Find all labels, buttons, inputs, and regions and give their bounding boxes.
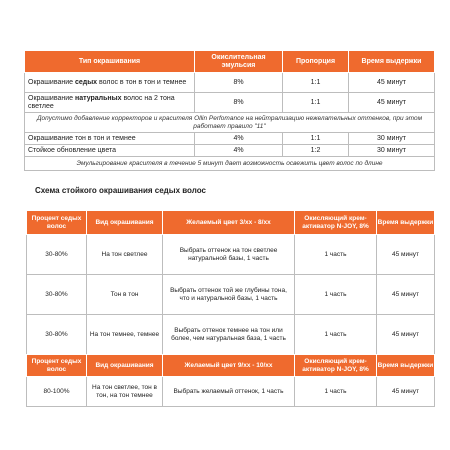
percent-cell: 30-80% xyxy=(27,275,87,315)
header-proportion: Пропорция xyxy=(283,51,349,73)
coloring-kind-cell: На тон темнее, темнее xyxy=(87,315,163,355)
table-row xyxy=(27,315,435,355)
header-gray-percent: Процент седых волос xyxy=(27,211,87,235)
time-cell: 45 минут xyxy=(377,315,435,355)
coloring-type-cell xyxy=(25,93,195,113)
table-row xyxy=(25,73,435,93)
desired-color-cell: Выбрать оттенок темнее на тон или более, чем натуральная база, 1 часть xyxy=(163,315,295,355)
table-row xyxy=(25,145,435,157)
header-time: Время выдержки xyxy=(377,211,435,235)
header-activator: Окисляющий крем-активатор N-JOY, 8% xyxy=(295,355,377,377)
activator-cell: 1 часть xyxy=(295,377,377,407)
oxidant-cell: 4% xyxy=(195,145,283,157)
table-row xyxy=(27,377,435,407)
table-header-row xyxy=(27,211,435,235)
header-time: Время выдержки xyxy=(349,51,435,73)
percent-cell: 30-80% xyxy=(27,235,87,275)
table-row xyxy=(25,93,435,113)
oxidant-cell: 8% xyxy=(195,73,283,93)
label-text: волос в тон в тон и темнее xyxy=(97,78,187,86)
time-cell: 45 минут xyxy=(377,235,435,275)
high-gray-scheme-table xyxy=(26,354,435,407)
header-desired-color: Желаемый цвет 3/хх - 8/хх xyxy=(163,211,295,235)
desired-color-cell: Выбрать желаемый оттенок, 1 часть xyxy=(163,377,295,407)
proportion-cell: 1:2 xyxy=(283,145,349,157)
time-cell: 30 минут xyxy=(349,145,435,157)
header-coloring-kind: Вид окрашивания xyxy=(87,211,163,235)
time-cell: 45 минут xyxy=(349,73,435,93)
oxidant-cell: 4% xyxy=(195,133,283,145)
coloring-kind-cell: На тон светлее, тон в тон, на тон темнее xyxy=(87,377,163,407)
coloring-type-cell: Стойкое обновление цвета xyxy=(25,145,195,157)
note-cell: Допустимо добавление корректоров и красителя Ollin Perfomance на нейтрализацию нежелательных оттенков, при этом работает правило "11" xyxy=(25,113,435,133)
label-bold: натуральных xyxy=(74,94,122,102)
table-row xyxy=(27,235,435,275)
coloring-type-cell xyxy=(25,73,195,93)
activator-cell: 1 часть xyxy=(295,315,377,355)
oxidant-cell: 8% xyxy=(195,93,283,113)
header-time: Время выдержки xyxy=(377,355,435,377)
table-row xyxy=(27,275,435,315)
percent-cell: 80-100% xyxy=(27,377,87,407)
label-bold: седых xyxy=(74,78,98,86)
label-text: Окрашивание xyxy=(28,78,75,86)
header-coloring-type: Тип окрашивания xyxy=(25,51,195,73)
coloring-type-cell: Окрашивание тон в тон и темнее xyxy=(25,133,195,145)
section-title: Схема стойкого окрашивания седых волос xyxy=(35,186,206,195)
coloring-kind-cell: На тон светлее xyxy=(87,235,163,275)
header-coloring-kind: Вид окрашивания xyxy=(87,355,163,377)
proportion-cell: 1:1 xyxy=(283,73,349,93)
table-row xyxy=(25,133,435,145)
header-activator: Окисляющий крем-активатор N-JOY, 8% xyxy=(295,211,377,235)
header-desired-color: Желаемый цвет 9/хх - 10/хх xyxy=(163,355,295,377)
desired-color-cell: Выбрать оттенок той же глубины тона, что и натуральной базы, 1 часть xyxy=(163,275,295,315)
header-gray-percent: Процент седых волос xyxy=(27,355,87,377)
footer-note-cell: Эмульгирование красителя в течение 5 минут дает возможность освежить цвет волос по длине xyxy=(25,157,435,171)
percent-cell: 30-80% xyxy=(27,315,87,355)
note-row xyxy=(25,113,435,133)
table-header-row xyxy=(25,51,435,73)
time-cell: 30 минут xyxy=(349,133,435,145)
label-text: Окрашивание xyxy=(28,94,75,102)
time-cell: 45 минут xyxy=(377,377,435,407)
proportion-cell: 1:1 xyxy=(283,93,349,113)
activator-cell: 1 часть xyxy=(295,235,377,275)
oxidant-table xyxy=(24,50,435,171)
activator-cell: 1 часть xyxy=(295,275,377,315)
time-cell: 45 минут xyxy=(377,275,435,315)
gray-hair-scheme-table xyxy=(26,210,435,355)
proportion-cell: 1:1 xyxy=(283,133,349,145)
desired-color-cell: Выбрать оттенок на тон светлее натуральной базы, 1 часть xyxy=(163,235,295,275)
footer-row xyxy=(25,157,435,171)
time-cell: 45 минут xyxy=(349,93,435,113)
label-text: волос на 2 тона светлее xyxy=(28,94,175,110)
table-header-row xyxy=(27,355,435,377)
coloring-kind-cell: Тон в тон xyxy=(87,275,163,315)
header-oxidant: Окислительная эмульсия xyxy=(195,51,283,73)
